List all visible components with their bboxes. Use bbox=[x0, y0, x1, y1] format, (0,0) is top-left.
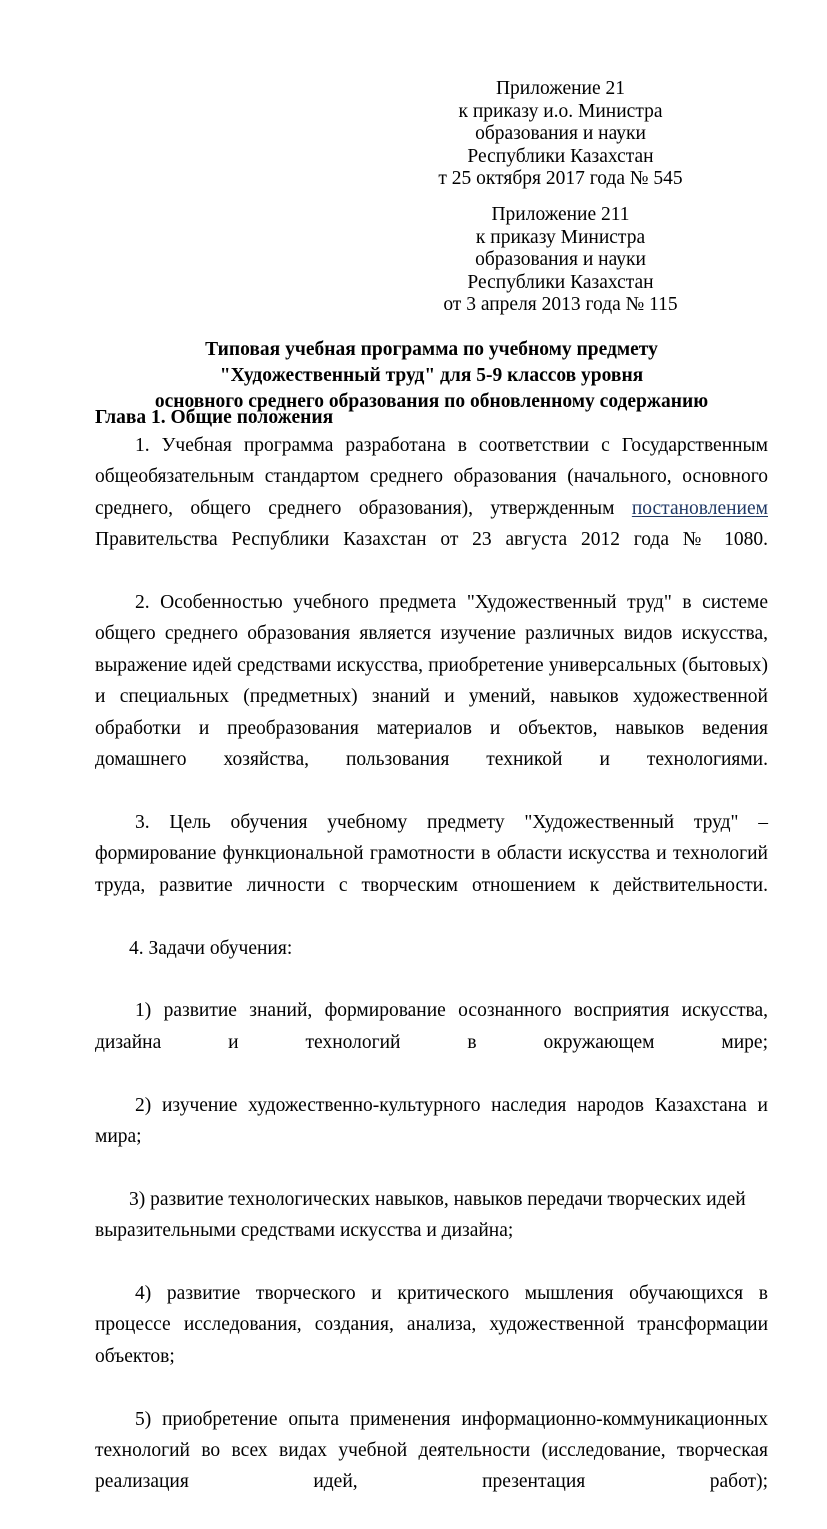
paragraph-1-text-before-link: 1. Учебная программа разработана в соответствии с Государственным общеобязательным стандартом среднего образования (начального, основного среднего, общего среднего образования), утвержденным bbox=[95, 435, 768, 519]
list-item-2: 2) изучение художественно-культурного наследия народов Казахстана и мира; bbox=[95, 1094, 768, 1147]
appendix-2-line-1: Приложение 211 bbox=[491, 203, 630, 225]
paragraph-4: 4. Задачи обучения: bbox=[129, 937, 293, 959]
list-item-1: 1) развитие знаний, формирование осознанного восприятия искусства, дизайна и технологий в окружающем мире; bbox=[95, 1000, 768, 1053]
appendix-2-line-3: образования и науки bbox=[475, 249, 646, 271]
document-body bbox=[95, 430, 768, 1529]
list-item-3: 3) развитие технологических навыков, навыков передачи творческих идей выразительными средствами искусства и дизайна; bbox=[95, 1188, 746, 1242]
postanovlenie-link[interactable]: постановлением bbox=[631, 497, 768, 519]
page-title-line-1: Типовая учебная программа по учебному предмету bbox=[205, 339, 658, 360]
paragraph-1-text-after-link: Правительства Республики Казахстан от 23 августа 2012 года № 1080. bbox=[95, 529, 768, 551]
appendix-1-line-3: образования и науки bbox=[475, 123, 646, 145]
paragraph-2: 2. Особенностью учебного предмета "Художественный труд" в системе общего среднего образования является изучение различных видов искусства, выражение идей средствами искусства, приобретение универсальных (бытовых) и специальных (предметных) знаний и умений, навыков художественной обработки и преобразования материалов и объектов, навыков ведения домашнего хозяйства, пользования техникой и технологиями. bbox=[95, 592, 768, 771]
appendix-2-line-2: к приказу Министра bbox=[475, 226, 646, 248]
appendix-header-zone bbox=[95, 78, 768, 317]
appendix-1-line-5: т 25 октября 2017 года № 545 bbox=[438, 168, 683, 190]
appendix-header-block-2 bbox=[353, 204, 768, 317]
page-title-line-3: основного среднего образования по обновленному содержанию bbox=[154, 390, 709, 412]
list-item-4: 4) развитие творческого и критического мышления обучающихся в процессе исследования, создания, анализа, художественной трансформации объектов; bbox=[95, 1282, 768, 1367]
appendix-1-line-2: к приказу и.о. Министра bbox=[458, 100, 663, 122]
page-title bbox=[95, 337, 768, 414]
appendix-2-line-5: от 3 апреля 2013 года № 115 bbox=[443, 294, 678, 316]
paragraph-1 bbox=[95, 430, 768, 587]
appendix-2-line-4: Республики Казахстан bbox=[467, 271, 654, 293]
appendix-1-line-1: Приложение 21 bbox=[495, 78, 626, 99]
chapter-heading: Глава 1. Общие положения bbox=[95, 407, 334, 428]
paragraph-3: 3. Цель обучения учебному предмету "Художественный труд" – формирование функциональной грамотности в области искусства и технологий труда, развитие личности с творческим отношением к действительности. bbox=[95, 811, 768, 896]
page-title-line-2: "Художественный труд" для 5-9 классов уровня bbox=[219, 364, 644, 386]
appendix-header-block-1 bbox=[353, 78, 768, 191]
list-item-5: 5) приобретение опыта применения информационно-коммуникационных технологий во всех видах учебной деятельности (исследование, творческая реализация идей, презентация работ); bbox=[95, 1408, 768, 1493]
appendix-1-line-4: Республики Казахстан bbox=[467, 145, 654, 167]
